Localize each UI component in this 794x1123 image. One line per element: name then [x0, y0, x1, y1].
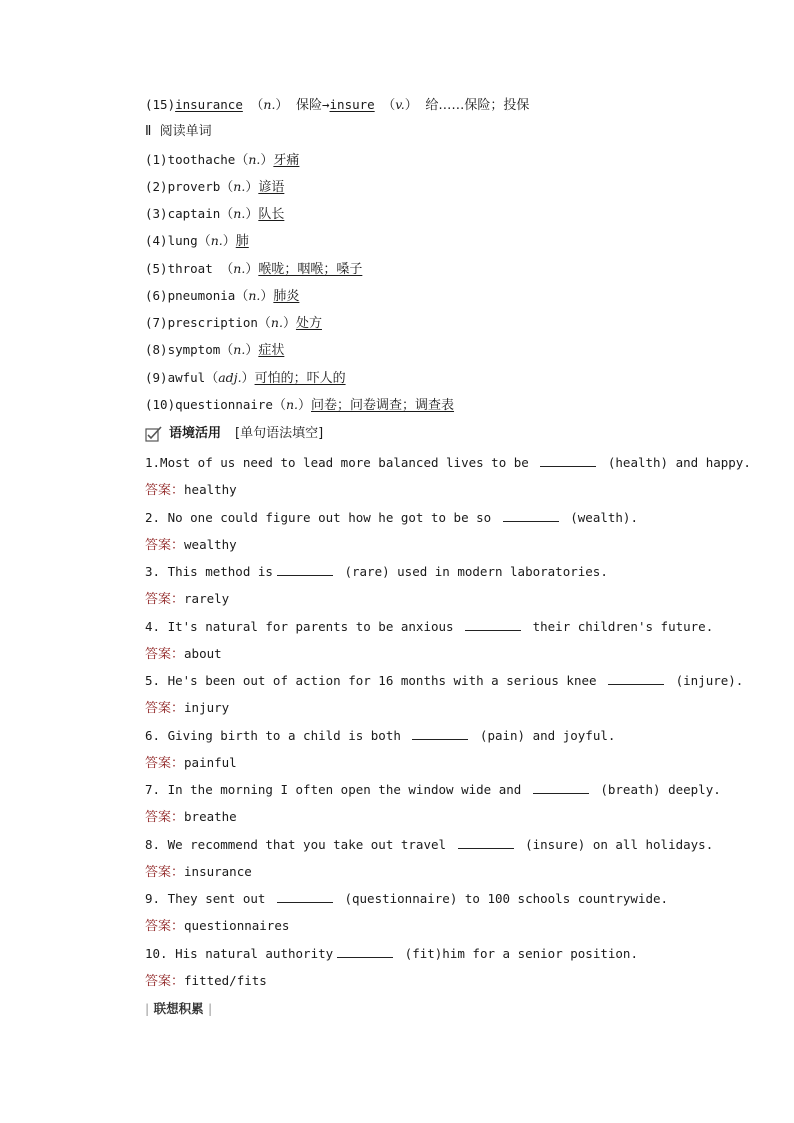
exercise-question: 5. He's been out of action for 16 months with a serious knee (injure).: [145, 673, 744, 688]
answer-blank: [277, 890, 333, 903]
answer-label: 答案：: [145, 483, 185, 498]
vocab-meaning: 保险: [295, 98, 322, 113]
vocab-meaning-derived: 给……保险；投保: [425, 98, 530, 113]
part-of-speech: n.: [210, 233, 223, 248]
reading-word-item: (8)symptom（n.）症状: [145, 342, 285, 358]
answer-text: wealthy: [184, 537, 237, 552]
reading-word-item: (6)pneumonia（n.）肺炎: [145, 288, 300, 304]
exercise-answer: [145, 754, 237, 773]
answer-label: 答案：: [145, 647, 185, 662]
exercise-question: 1.Most of us need to lead more balanced lives to be (health) and happy.: [145, 455, 751, 470]
reading-word-item: (10)questionnaire（n.）问卷；问卷调查；调查表: [145, 397, 455, 413]
exercise-answer: [145, 536, 237, 555]
answer-text: about: [184, 646, 222, 661]
check-pencil-icon: [145, 426, 163, 442]
footer-label: | 联想积累 |: [145, 1001, 213, 1016]
chinese-meaning: 处方: [295, 316, 322, 331]
answer-blank: [608, 672, 664, 685]
part-of-speech: n.: [233, 261, 246, 276]
reading-word-item: (9)awful（adj.）可怕的；吓人的: [145, 370, 346, 386]
english-word: toothache: [167, 152, 236, 167]
answer-label: 答案：: [145, 756, 185, 771]
exercise-answer: [145, 917, 289, 936]
reading-word-item: (1)toothache（n.）牙痛: [145, 152, 300, 168]
chinese-meaning: 可怕的；吓人的: [254, 371, 346, 386]
vocab-item-15: (15)insurance （n.） 保险→insure （v.） 给……保险；投保: [145, 97, 530, 113]
exercise-answer: [145, 699, 229, 718]
part-of-speech: n.: [233, 179, 246, 194]
answer-text: insurance: [184, 864, 252, 879]
answer-label: 答案：: [145, 919, 185, 934]
chinese-meaning: 牙痛: [273, 153, 300, 168]
reading-word-item: (4)lung（n.）肺: [145, 233, 249, 249]
answer-blank: [540, 454, 596, 467]
english-word: lung: [167, 233, 198, 248]
part-of-speech: n.: [285, 397, 298, 412]
chinese-meaning: 喉咙；咽喉；嗓子: [258, 262, 363, 277]
chinese-meaning: 谚语: [258, 180, 285, 195]
answer-blank: [503, 509, 559, 522]
reading-word-item: (7)prescription（n.）处方: [145, 315, 322, 331]
vocab-word: insurance: [175, 97, 243, 112]
answer-text: rarely: [184, 591, 230, 606]
english-word: throat: [167, 261, 221, 276]
chinese-meaning: 肺: [235, 234, 249, 249]
chinese-meaning: 队长: [258, 207, 285, 222]
section-title: 阅读单词: [159, 124, 212, 139]
english-word: questionnaire: [175, 397, 273, 412]
part-of-speech: n.: [233, 206, 246, 221]
chinese-meaning: 肺炎: [273, 289, 300, 304]
roman-numeral: Ⅱ: [145, 124, 152, 139]
answer-label: 答案：: [145, 538, 185, 553]
part-of-speech: adj.: [218, 370, 242, 385]
vocab-word-derived: insure: [329, 97, 375, 112]
answer-label: 答案：: [145, 592, 185, 607]
section-subtitle: [单句语法填空]: [235, 426, 324, 441]
answer-blank: [458, 836, 514, 849]
answer-label: 答案：: [145, 865, 185, 880]
exercise-question: 4. It's natural for parents to be anxious their children's future.: [145, 619, 714, 634]
answer-text: fitted/fits: [184, 973, 267, 988]
exercise-answer: [145, 645, 222, 664]
answer-text: breathe: [184, 809, 237, 824]
exercise-question: 10. His natural authority (fit)him for a senior position.: [145, 946, 638, 961]
part-of-speech: n.: [233, 342, 246, 357]
part-of-speech: n.: [270, 315, 283, 330]
exercise-question: 3. This method is (rare) used in modern laboratories.: [145, 564, 608, 579]
exercise-question: 8. We recommend that you take out travel (insure) on all holidays.: [145, 837, 714, 852]
section-title: 语境活用: [169, 426, 222, 441]
exercise-question: 7. In the morning I often open the window wide and (breath) deeply.: [145, 782, 721, 797]
answer-label: 答案：: [145, 701, 185, 716]
answer-blank: [277, 563, 333, 576]
answer-text: questionnaires: [184, 918, 290, 933]
exercise-question: 2. No one could figure out how he got to be so (wealth).: [145, 510, 638, 525]
part-of-speech: n.: [248, 152, 261, 167]
exercise-answer: [145, 590, 229, 609]
reading-word-item: (5)throat （n.）喉咙；咽喉；嗓子: [145, 261, 363, 277]
exercise-answer: [145, 481, 237, 500]
english-word: captain: [167, 206, 221, 221]
answer-text: painful: [184, 755, 237, 770]
exercise-answer: [145, 972, 267, 991]
english-word: pneumonia: [167, 288, 236, 303]
english-word: symptom: [167, 342, 221, 357]
english-word: awful: [167, 370, 206, 385]
answer-blank: [533, 781, 589, 794]
exercise-answer: [145, 808, 237, 827]
section-header-reading: [145, 123, 212, 141]
answer-label: 答案：: [145, 810, 185, 825]
section-header-context: [145, 424, 323, 443]
answer-text: injury: [184, 700, 230, 715]
answer-blank: [337, 945, 393, 958]
answer-blank: [465, 618, 521, 631]
answer-label: 答案：: [145, 974, 185, 989]
part-of-speech: n.: [248, 288, 261, 303]
english-word: prescription: [167, 315, 258, 330]
english-word: proverb: [167, 179, 221, 194]
arrow-icon: →: [321, 97, 330, 112]
reading-word-item: (2)proverb（n.）谚语: [145, 179, 285, 195]
exercise-question: 6. Giving birth to a child is both (pain) and joyful.: [145, 728, 616, 743]
reading-word-item: (3)captain（n.）队长: [145, 206, 285, 222]
chinese-meaning: 问卷；问卷调查；调查表: [311, 398, 455, 413]
answer-text: healthy: [184, 482, 237, 497]
exercise-answer: [145, 863, 252, 882]
chinese-meaning: 症状: [258, 343, 285, 358]
answer-blank: [412, 727, 468, 740]
exercise-question: 9. They sent out (questionnaire) to 100 schools countrywide.: [145, 891, 669, 906]
